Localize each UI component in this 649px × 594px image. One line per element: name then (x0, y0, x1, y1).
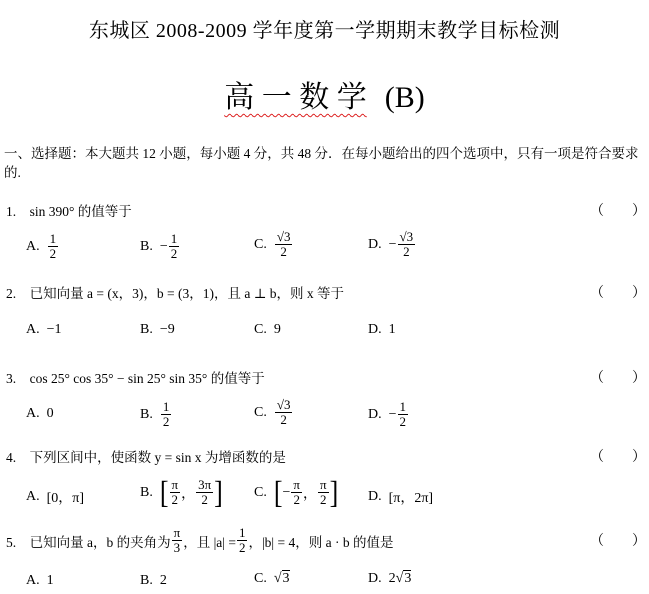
question-2-answer-blank: （ ） (590, 286, 646, 301)
question-5-option-b: B. 2 (140, 573, 167, 588)
question-2-option-a: A. −1 (26, 322, 62, 337)
question-4-option-d: D. [π，2π] (368, 489, 434, 506)
question-4-answer-blank: （ ） (590, 450, 646, 465)
question-3-option-c: C. $\frac{√3}{2}$ (254, 397, 291, 427)
question-4-stem: 4. 下列区间中，使函数 y = sin x 为增函数的是 (6, 450, 286, 465)
question-3-option-a: A. 0 (26, 406, 54, 421)
question-5-option-a: A. 1 (26, 573, 54, 588)
question-1-answer-blank: （ ） (590, 204, 646, 219)
question-4-option-a: A. [0，π] (26, 489, 85, 506)
title-variant: (B) (384, 81, 425, 114)
question-4-option-c: C. [ − $\frac{\pi}{2}$ ， $\frac{\pi}{2}$ ] (254, 474, 339, 510)
question-3-option-b: B. $\frac{1}{2}$ (140, 399, 170, 429)
section-instructions: 一、选择题：本大题共 12 小题，每小题 4 分，共 48 分．在每小题给出的四个选项中，只有一项是符合要求的. (4, 146, 639, 180)
question-5-option-d: D. 2 √ 3 (368, 571, 412, 586)
question-2-option-c: C. 9 (254, 322, 281, 337)
question-5-option-c: C. √ 3 (254, 571, 290, 586)
question-3-stem: 3. cos 25° cos 35° − sin 25° sin 35° 的值等于 (6, 371, 265, 386)
question-2-option-d: D. 1 (368, 322, 396, 337)
question-3-option-d: D. − $\frac{1}{2}$ (368, 399, 407, 429)
question-1-option-a: A. $\frac{1}{2}$ (26, 231, 57, 261)
question-1-option-b: B. − $\frac{1}{2}$ (140, 231, 178, 261)
question-1-option-d: D. − $\frac{√3}{2}$ (368, 229, 414, 259)
question-1-option-c: C. $\frac{√3}{2}$ (254, 229, 291, 259)
exam-header: 东城区 2008-2009 学年度第一学期期末教学目标检测 (88, 20, 561, 42)
question-5-stem: 5. 已知向量 a，b 的夹角为 $\frac{\pi}{3}$ ，且 |a| = $\frac{1}{2}$ ，|b| = 4，则 a · b 的值是 (6, 525, 394, 555)
question-3-answer-blank: （ ） (590, 371, 646, 386)
title-main: 高 一 数 学 (224, 81, 367, 114)
question-2-option-b: B. −9 (140, 322, 175, 337)
question-4-option-b: B. [ $\frac{\pi}{2}$ ， $\frac{3\pi}{2}$ ] (140, 474, 223, 510)
exam-title (0, 72, 649, 116)
question-5-answer-blank: （ ） (590, 534, 646, 549)
question-2-stem: 2. 已知向量 a = (x，3)，b = (3，1)，且 a ⊥ b，则 x 等于 (6, 286, 345, 301)
question-1-stem: 1. sin 390° 的值等于 (6, 204, 132, 219)
